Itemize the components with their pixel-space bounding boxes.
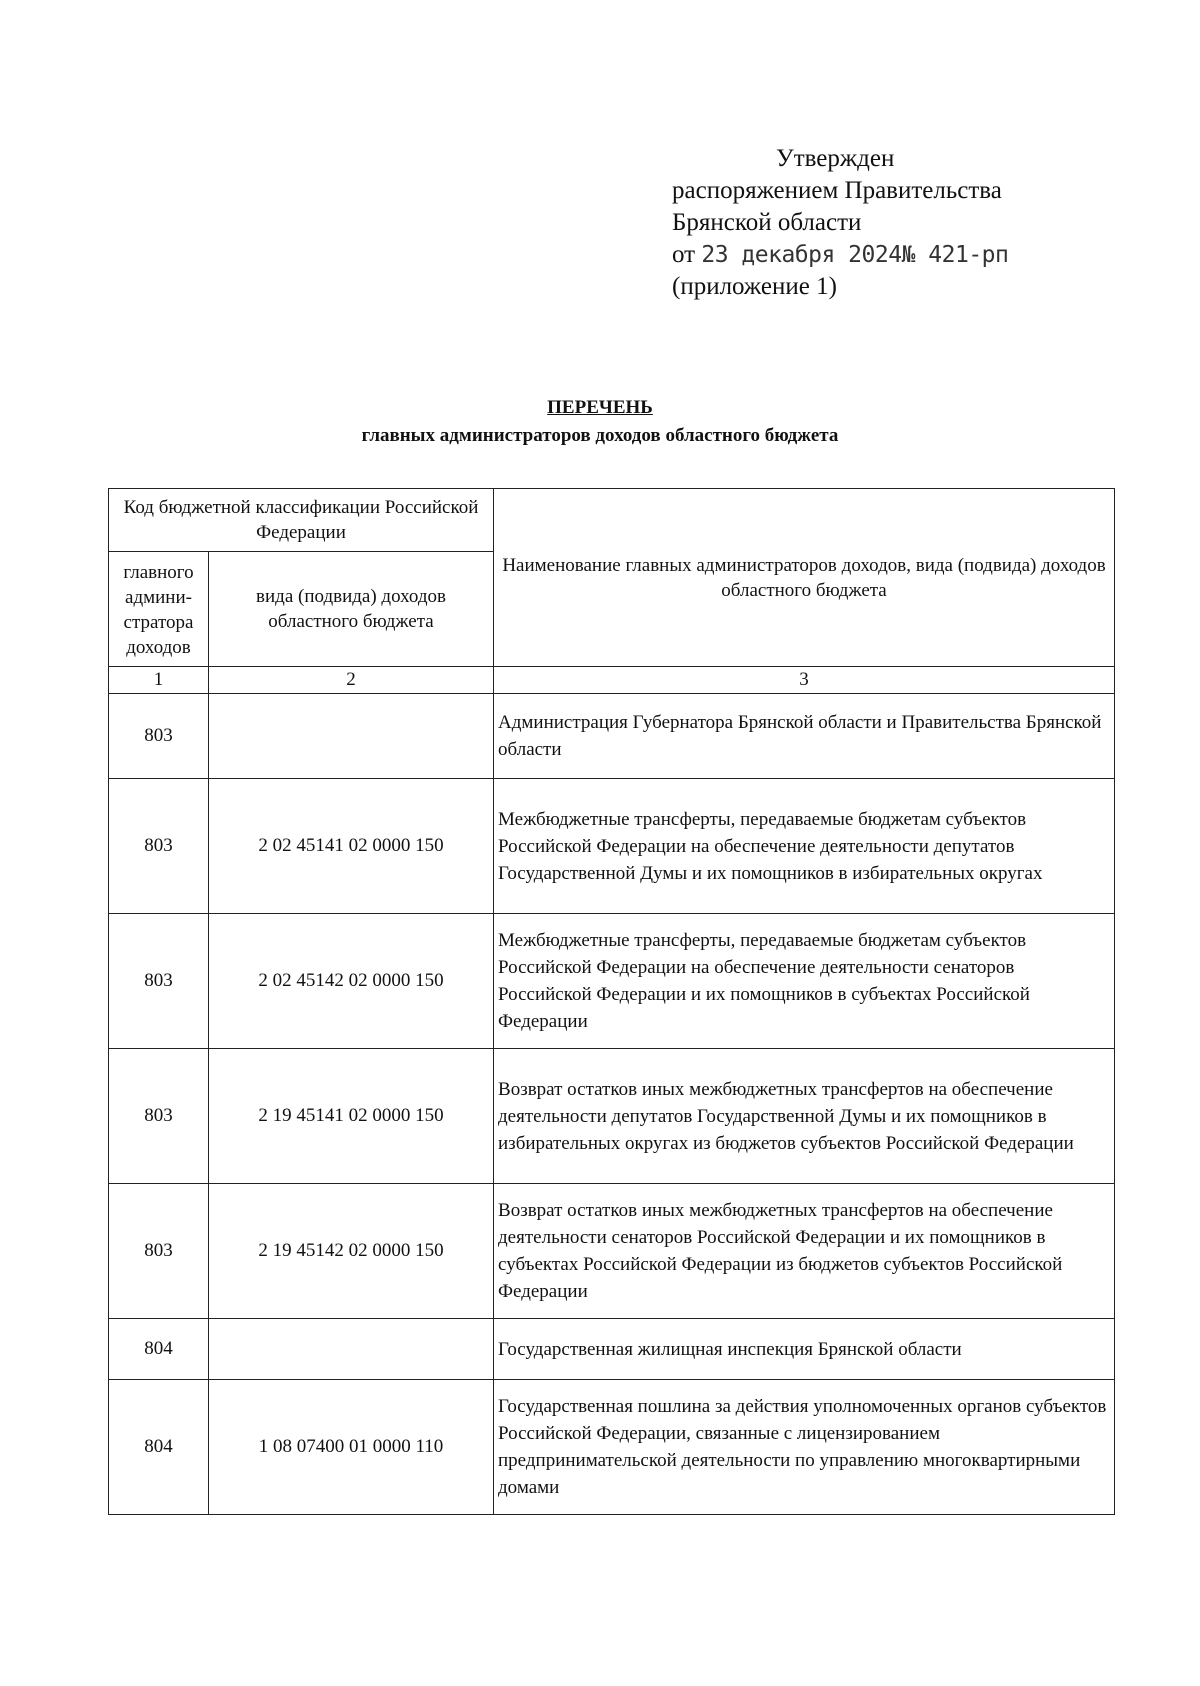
revenue-code-cell: 2 19 45141 02 0000 150 (209, 1049, 494, 1184)
revenue-code-cell (209, 1319, 494, 1380)
revenue-code-cell (209, 694, 494, 779)
table-row (109, 1380, 1115, 1515)
table-number-row (109, 667, 1115, 694)
header-code-group: Код бюджетной классификации Российской Федерации (109, 489, 494, 552)
revenue-administrators-table (108, 488, 1115, 1515)
admin-code-cell: 803 (109, 1049, 209, 1184)
admin-code-cell: 803 (109, 1184, 209, 1319)
header-admin-column (109, 552, 209, 667)
table-row (109, 779, 1115, 914)
admin-code-cell: 803 (109, 914, 209, 1049)
document-subtitle: главных администраторов доходов областного бюджета (361, 425, 839, 446)
approval-block (672, 143, 1092, 303)
administrator-name-cell: Администрация Губернатора Брянской области и Правительства Брянской области (494, 694, 1115, 779)
header-admin-label: главного админи-стратора доходов (123, 562, 194, 658)
column-number-2: 2 (209, 667, 494, 694)
header-code-column: вида (подвида) доходов областного бюджета (209, 552, 494, 667)
revenue-code-cell: 2 02 45142 02 0000 150 (209, 914, 494, 1049)
revenue-name-cell: Возврат остатков иных межбюджетных трансфертов на обеспечение деятельности депутатов Государственной Думы и их помощников в избирательных округах из бюджетов субъектов Российской Федерации (494, 1049, 1115, 1184)
table-row (109, 694, 1115, 779)
header-name-column: Наименование главных администраторов доходов, вида (подвида) доходов областного бюджета (494, 489, 1115, 667)
revenue-name-cell: Возврат остатков иных межбюджетных трансфертов на обеспечение деятельности сенаторов Российской Федерации и их помощников в субъектах Российской Федерации из бюджетов субъектов Российской Федерации (494, 1184, 1115, 1319)
table-row (109, 914, 1115, 1049)
approval-line-4 (672, 239, 1092, 271)
revenue-name-cell: Межбюджетные трансферты, передаваемые бюджетам субъектов Российской Федерации на обеспечение деятельности депутатов Государственной Думы и их помощников в избирательных округах (494, 779, 1115, 914)
approval-line-1: Утвержден (776, 145, 895, 172)
approval-line-5: (приложение 1) (672, 273, 837, 300)
revenue-name-cell: Государственная пошлина за действия уполномоченных органов субъектов Российской Федерации, связанные с лицензированием предпринимательской деятельности по управлению многоквартирными домами (494, 1380, 1115, 1515)
approval-line-3: Брянской области (672, 209, 862, 236)
table-header-row (109, 489, 1115, 552)
revenue-code-cell: 2 02 45141 02 0000 150 (209, 779, 494, 914)
approval-date-prefix: от (672, 241, 696, 268)
revenue-code-cell: 1 08 07400 01 0000 110 (209, 1380, 494, 1515)
table-row (109, 1319, 1115, 1380)
table-row (109, 1184, 1115, 1319)
document-title: ПЕРЕЧЕНЬ (547, 397, 653, 418)
admin-code-cell: 803 (109, 694, 209, 779)
table-row (109, 1049, 1115, 1184)
column-number-3: 3 (494, 667, 1115, 694)
admin-code-cell: 804 (109, 1380, 209, 1515)
approval-number-stamp: № 421-рп (901, 242, 1009, 268)
admin-code-cell: 803 (109, 779, 209, 914)
admin-code-cell: 804 (109, 1319, 209, 1380)
approval-date-stamp: 23 декабря 2024 (701, 242, 902, 268)
revenue-name-cell: Межбюджетные трансферты, передаваемые бюджетам субъектов Российской Федерации на обеспечение деятельности сенаторов Российской Федерации и их помощников в субъектах Российской Федерации (494, 914, 1115, 1049)
revenue-code-cell: 2 19 45142 02 0000 150 (209, 1184, 494, 1319)
column-number-1: 1 (109, 667, 209, 694)
administrator-name-cell: Государственная жилищная инспекция Брянской области (494, 1319, 1115, 1380)
approval-line-2: распоряжением Правительства (672, 177, 1002, 204)
